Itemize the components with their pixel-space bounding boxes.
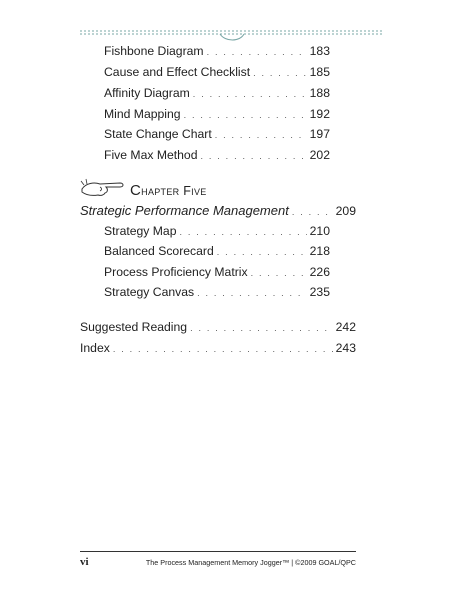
leader-dots	[190, 323, 333, 333]
toc-page-number: 202	[309, 148, 330, 162]
toc-entry-label: Process Proficiency Matrix	[104, 265, 248, 279]
chapter-label: Chapter Five	[130, 182, 207, 199]
leader-dots	[197, 288, 307, 298]
toc-page-number: 209	[335, 204, 356, 218]
toc-entry[interactable]	[104, 86, 330, 106]
toc-entry-label: Suggested Reading	[80, 320, 188, 334]
toc-entry-label: Cause and Effect Checklist	[104, 65, 251, 79]
toc-page-number: 242	[335, 320, 356, 334]
page-footer	[80, 556, 356, 570]
toc-page-number: 235	[309, 285, 330, 299]
toc-page-number: 243	[335, 341, 356, 355]
toc-entry[interactable]	[104, 127, 330, 147]
toc-entry-label: Five Max Method	[104, 148, 198, 162]
leader-dots	[217, 247, 307, 257]
leader-dots	[215, 130, 307, 140]
chapter-title: Strategic Performance Management	[80, 203, 289, 218]
leader-dots	[292, 207, 333, 217]
toc-page-number: 218	[309, 244, 330, 258]
leader-dots	[179, 227, 306, 237]
footer-rule	[80, 551, 356, 552]
toc-entry-label: Mind Mapping	[104, 107, 181, 121]
toc-entry[interactable]	[104, 44, 330, 64]
toc-entry[interactable]	[104, 265, 330, 285]
toc-entry-label: Fishbone Diagram	[104, 44, 204, 58]
toc-page-number: 192	[309, 107, 330, 121]
toc-page-number: 226	[309, 265, 330, 279]
toc-entry[interactable]	[104, 224, 330, 244]
toc-entry-label: Strategy Map	[104, 224, 177, 238]
leader-dots	[113, 344, 333, 354]
toc-page-number: 188	[309, 86, 330, 100]
toc-entry[interactable]	[104, 285, 330, 305]
chapter-title-entry[interactable]	[80, 203, 356, 223]
chapter-heading	[80, 175, 207, 199]
page-folio: vi	[80, 556, 89, 568]
toc-entry-label: State Change Chart	[104, 127, 212, 141]
leader-dots	[251, 268, 307, 278]
toc-entry[interactable]	[104, 107, 330, 127]
toc-entry-label: Affinity Diagram	[104, 86, 190, 100]
toc-entry-label: Strategy Canvas	[104, 285, 195, 299]
toc-page-number: 185	[309, 65, 330, 79]
toc-entry-label: Index	[80, 341, 110, 355]
toc-entry[interactable]	[104, 148, 330, 168]
leader-dots	[253, 68, 307, 78]
decorative-border-ornament	[80, 26, 384, 44]
toc-page-number: 183	[309, 44, 330, 58]
toc-entry[interactable]	[80, 341, 356, 361]
toc-page-number: 197	[309, 127, 330, 141]
leader-dots	[184, 110, 307, 120]
pointing-hand-icon	[80, 175, 126, 199]
leader-dots	[207, 47, 307, 57]
toc-entry[interactable]	[80, 320, 356, 340]
toc-page-number: 210	[309, 224, 330, 238]
toc-entry-label: Balanced Scorecard	[104, 244, 214, 258]
leader-dots	[193, 89, 307, 99]
toc-entry[interactable]	[104, 244, 330, 264]
running-title: The Process Management Memory Jogger™ | ©2009 GOAL/QPC	[145, 558, 356, 567]
toc-entry[interactable]	[104, 65, 330, 85]
leader-dots	[200, 151, 306, 161]
